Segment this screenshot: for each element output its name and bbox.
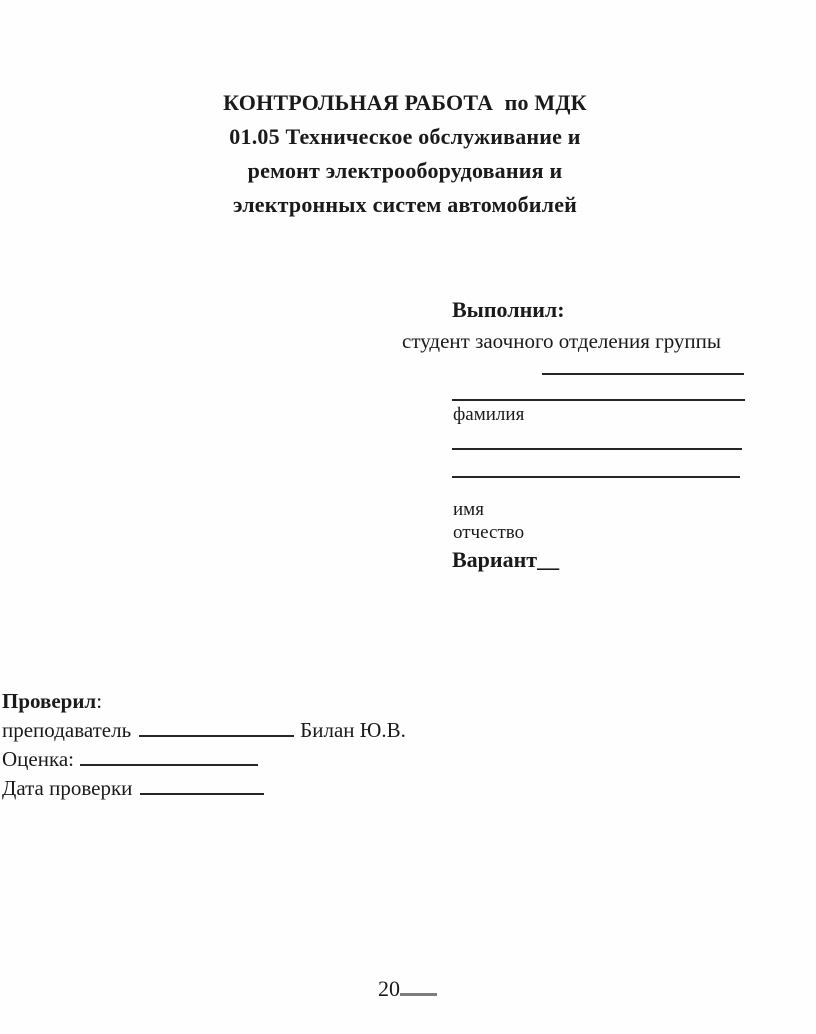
document-title: [105, 86, 705, 222]
surname-label: фамилия: [453, 404, 525, 425]
grade-row: [2, 745, 406, 774]
group-blank-line: [542, 373, 744, 375]
surname-blank-line: [452, 399, 745, 401]
grade-label: Оценка:: [2, 747, 75, 771]
date-blank-line: [140, 777, 264, 795]
reviewer-heading: Проверил: [2, 689, 97, 713]
name-label: имя: [453, 499, 484, 520]
title-line-1: КОНТРОЛЬНАЯ РАБОТА по МДК: [223, 90, 587, 115]
teacher-name: Билан Ю.В.: [300, 718, 406, 742]
teacher-label: преподаватель: [2, 718, 132, 742]
title-line-2: 01.05 Техническое обслуживание и: [229, 124, 581, 149]
patronymic-blank-line: [452, 476, 740, 478]
variant-row: [452, 547, 559, 573]
reviewer-section: [2, 687, 406, 803]
grade-blank-line: [80, 748, 258, 766]
date-row: [2, 774, 406, 803]
date-label: Дата проверки: [2, 776, 133, 800]
teacher-blank-line: [139, 719, 294, 737]
variant-blank: __: [537, 547, 560, 572]
performed-by-heading: Выполнил:: [452, 297, 565, 322]
year-prefix: 20: [378, 976, 400, 1001]
reviewer-heading-row: [2, 687, 406, 716]
name-blank-line: [452, 448, 742, 450]
teacher-row: [2, 716, 406, 745]
patronymic-label: отчество: [453, 522, 525, 543]
variant-label: Вариант: [452, 547, 538, 572]
student-group-line: студент заочного отделения группы: [402, 329, 722, 353]
title-line-4: электронных систем автомобилей: [232, 192, 578, 217]
title-line-3: ремонт электрооборудования и: [247, 158, 563, 183]
year-field: [378, 976, 437, 1002]
year-blank-line: [400, 978, 437, 996]
reviewer-heading-colon: :: [96, 689, 103, 713]
